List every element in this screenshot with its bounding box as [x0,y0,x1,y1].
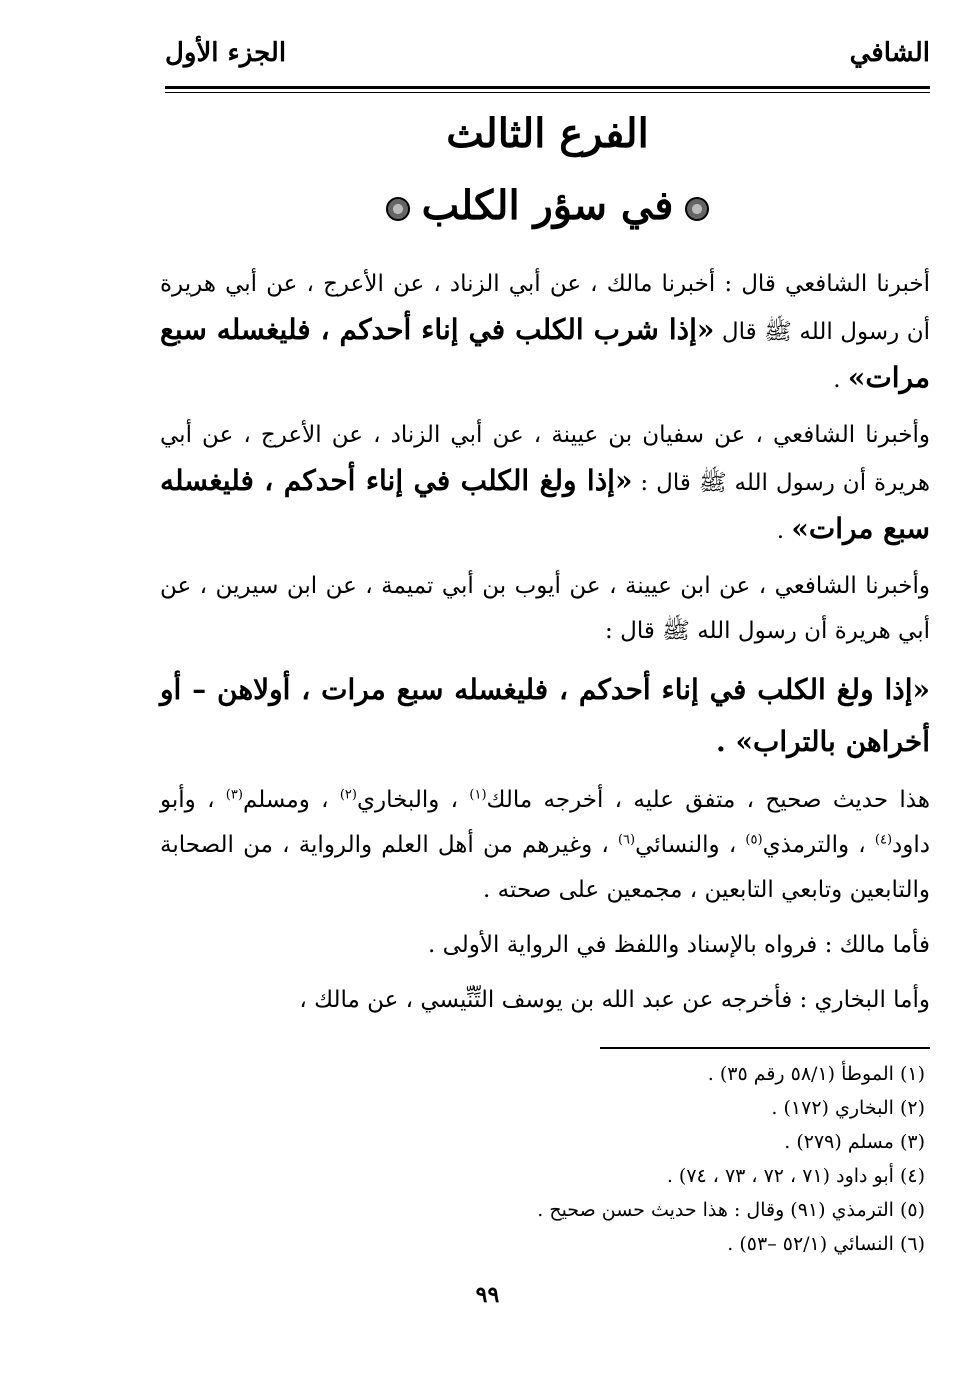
paragraph: فأما مالك : فرواه بالإسناد واللفظ في الرواية الأولى . [428,932,930,958]
footnote-ref[interactable]: (٦) [617,832,636,848]
chapter-title: الفرع الثالث [446,110,649,157]
paragraph [160,262,930,403]
paragraph-text: أخبرنا الشافعي قال : أخبرنا مالك ، عن أبي الزناد ، عن الأعرج ، عن أبي هريرة أن رسول الله ﷺ قال [160,271,930,345]
header-rule-thin [165,92,930,93]
paragraph [160,413,930,554]
footnote-ref[interactable]: (٣) [225,787,243,803]
part-label: الجزء الأول [165,38,287,68]
section-title [165,182,930,229]
paragraph-text: . [833,367,848,393]
paragraph-text: ، وغيرهم من أهل العلم والرواية ، من الصحابة والتابعين وتابعي التابعين ، مجمعين على صحته . [160,832,930,903]
running-header [165,38,930,88]
footnote-ref[interactable]: (١) [469,787,487,803]
paragraph: وأخبرنا الشافعي ، عن ابن عيينة ، عن أيوب بن أبي تميمة ، عن ابن سيرين ، عن أبي هريرة أن رسول الله ﷺ قال : [160,573,930,644]
footnote: (٢) البخاري (١٧٢) . [771,1097,925,1119]
paragraph-text: هذا حديث صحيح ، متفق عليه ، أخرجه مالك [486,787,930,813]
footnote-ref[interactable]: (٥) [745,832,763,848]
section-title-text: في سؤر الكلب [421,182,674,229]
paragraph: وأما البخاري : فأخرجه عن عبد الله بن يوسف التِّنِّيسي ، عن مالك ، [299,987,930,1013]
hadith-quote [160,664,930,768]
paragraph-text: ، ومسلم [242,787,340,813]
paragraph [160,778,930,913]
footnote-ref[interactable]: (٢) [339,787,357,803]
paragraph-text: ، والنسائي [635,832,746,858]
page-number: ٩٩ [475,1282,500,1308]
paragraph-text: . [776,518,792,544]
paragraph-text: ، والبخاري [356,787,470,813]
footnote: (٤) أبو داود (٧١ ، ٧٢ ، ٧٣ ، ٧٤) . [666,1165,925,1187]
footnote-ref[interactable]: (٤) [874,832,893,848]
footnote: (١) الموطأ (٥٨/١ رقم ٣٥) . [707,1063,925,1085]
paragraph-text: وأخبرنا الشافعي ، عن سفيان بن عيينة ، عن أبي الزناد ، عن الأعرج ، عن أبي هريرة أن رسول الله ﷺ قال : [160,422,931,496]
book-title: الشافي [849,38,930,68]
paragraph-text: ، وأبو داود [160,787,930,858]
ornament-icon [685,197,709,221]
hadith-text: «إذا شرب الكلب في إناء أحدكم ، فليغسله سبع مرات» [160,313,930,394]
ornament-icon [386,197,410,221]
header-rule-thick [165,86,930,89]
paragraph-text: . [715,725,736,758]
footnote: (٣) مسلم (٢٧٩) . [784,1131,925,1153]
hadith-text: «إذا ولغ الكلب في إناء أحدكم ، فليغسله سبع مرات ، أولاهن – أو أخراهن بالتراب» [160,673,930,758]
paragraph-text: ، والترمذي [762,832,875,858]
main-text [160,262,930,1033]
footnote: (٦) النسائي (٥٢/١ –٥٣) . [727,1233,925,1255]
footnote: (٥) الترمذي (٩١) وقال : هذا حديث حسن صحيح . [537,1199,925,1221]
footnotes [165,1057,925,1261]
footnote-separator [600,1047,930,1049]
hadith-text: «إذا ولغ الكلب في إناء أحدكم ، فليغسله سبع مرات» [160,464,930,545]
